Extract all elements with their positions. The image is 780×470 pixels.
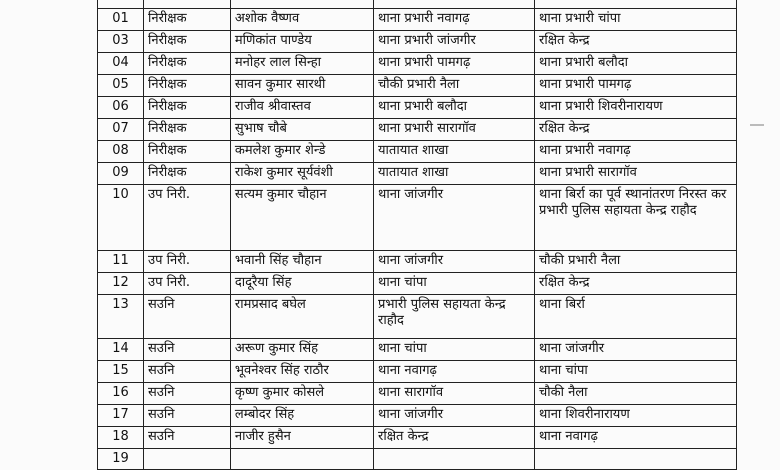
- new-posting-cell: थाना प्रभारी बलौदा: [535, 53, 737, 75]
- rank-cell: निरीक्षक: [144, 163, 231, 185]
- table-row: [98, 119, 737, 141]
- serial-number-cell: 10: [98, 185, 144, 251]
- transfer-table: [97, 0, 737, 470]
- table-row: [98, 405, 737, 427]
- rank-cell: उप निरी.: [144, 251, 231, 273]
- current-posting-cell: थाना प्रभारी जांजगीर: [374, 31, 535, 53]
- current-posting-cell: थाना प्रभारी सारागॉव: [374, 119, 535, 141]
- officer-name-cell: सावन कुमार सारथी: [230, 75, 373, 97]
- new-posting-cell: थाना बिर्रा: [535, 295, 737, 339]
- table-row: [98, 53, 737, 75]
- rank-cell: सउनि: [144, 405, 231, 427]
- new-posting-cell: थाना बिर्रा का पूर्व स्थानांतरण निरस्त कर प्रभारी पुलिस सहायता केन्द्र राहौद: [535, 185, 737, 251]
- officer-name-cell: राजीव श्रीवास्तव: [230, 97, 373, 119]
- table-row: [98, 141, 737, 163]
- serial-number-cell: 08: [98, 141, 144, 163]
- rank-cell: उप निरी.: [144, 273, 231, 295]
- serial-number-cell: 04: [98, 53, 144, 75]
- rank-cell: निरीक्षक: [144, 141, 231, 163]
- current-posting-cell: थाना प्रभारी नवागढ़: [374, 9, 535, 31]
- serial-number-cell: 14: [98, 339, 144, 361]
- table-row: [98, 0, 737, 9]
- current-posting-cell: थाना नवागढ़: [374, 361, 535, 383]
- serial-number-cell: 01: [98, 9, 144, 31]
- table-row: [98, 383, 737, 405]
- new-posting-cell: थाना प्रभारी नवागढ़: [535, 141, 737, 163]
- table-row: [98, 449, 737, 470]
- rank-cell: निरीक्षक: [144, 9, 231, 31]
- serial-number-cell: 06: [98, 97, 144, 119]
- serial-number-cell: 17: [98, 405, 144, 427]
- current-posting-cell: [374, 0, 535, 9]
- new-posting-cell: चौकी नैला: [535, 383, 737, 405]
- new-posting-cell: [535, 0, 737, 9]
- table-row: [98, 273, 737, 295]
- rank-cell: निरीक्षक: [144, 75, 231, 97]
- current-posting-cell: चौकी प्रभारी नैला: [374, 75, 535, 97]
- current-posting-cell: थाना जांजगीर: [374, 405, 535, 427]
- current-posting-cell: [374, 449, 535, 470]
- officer-name-cell: मणिकांत पाण्डेय: [230, 31, 373, 53]
- officer-name-cell: अरूण कुमार सिंह: [230, 339, 373, 361]
- rank-cell: निरीक्षक: [144, 53, 231, 75]
- serial-number-cell: 07: [98, 119, 144, 141]
- current-posting-cell: थाना जांजगीर: [374, 185, 535, 251]
- table-row: [98, 361, 737, 383]
- table-row: [98, 31, 737, 53]
- officer-name-cell: कमलेश कुमार शेन्डे: [230, 141, 373, 163]
- officer-name-cell: मनोहर लाल सिन्हा: [230, 53, 373, 75]
- serial-number-cell: 15: [98, 361, 144, 383]
- new-posting-cell: थाना शिवरीनारायण: [535, 405, 737, 427]
- current-posting-cell: थाना प्रभारी बलौदा: [374, 97, 535, 119]
- serial-number-cell: [98, 0, 144, 9]
- table-row: [98, 339, 737, 361]
- transfer-table-body: [98, 0, 737, 470]
- rank-cell: सउनि: [144, 339, 231, 361]
- new-posting-cell: रक्षित केन्द्र: [535, 31, 737, 53]
- new-posting-cell: थाना प्रभारी शिवरीनारायण: [535, 97, 737, 119]
- table-row: [98, 295, 737, 339]
- officer-name-cell: भूवनेश्वर सिंह राठौर: [230, 361, 373, 383]
- table-row: [98, 251, 737, 273]
- officer-name-cell: नाजीर हुसैन: [230, 427, 373, 449]
- officer-name-cell: सत्यम कुमार चौहान: [230, 185, 373, 251]
- officer-name-cell: अशोक वैष्णव: [230, 9, 373, 31]
- table-row: [98, 97, 737, 119]
- current-posting-cell: थाना प्रभारी पामगढ़: [374, 53, 535, 75]
- current-posting-cell: प्रभारी पुलिस सहायता केन्द्र राहौद: [374, 295, 535, 339]
- rank-cell: [144, 0, 231, 9]
- officer-name-cell: सुभाष चौबे: [230, 119, 373, 141]
- table-row: [98, 427, 737, 449]
- serial-number-cell: 13: [98, 295, 144, 339]
- margin-mark: [750, 124, 764, 126]
- serial-number-cell: 18: [98, 427, 144, 449]
- rank-cell: निरीक्षक: [144, 31, 231, 53]
- serial-number-cell: 05: [98, 75, 144, 97]
- officer-name-cell: [230, 0, 373, 9]
- serial-number-cell: 16: [98, 383, 144, 405]
- new-posting-cell: चौकी प्रभारी नैला: [535, 251, 737, 273]
- new-posting-cell: [535, 449, 737, 470]
- new-posting-cell: रक्षित केन्द्र: [535, 273, 737, 295]
- current-posting-cell: यातायात शाखा: [374, 141, 535, 163]
- officer-name-cell: [230, 449, 373, 470]
- serial-number-cell: 12: [98, 273, 144, 295]
- new-posting-cell: थाना चांपा: [535, 361, 737, 383]
- serial-number-cell: 19: [98, 449, 144, 470]
- rank-cell: उप निरी.: [144, 185, 231, 251]
- rank-cell: सउनि: [144, 361, 231, 383]
- rank-cell: निरीक्षक: [144, 97, 231, 119]
- current-posting-cell: थाना चांपा: [374, 339, 535, 361]
- officer-name-cell: राकेश कुमार सूर्यवंशी: [230, 163, 373, 185]
- table-row: [98, 75, 737, 97]
- rank-cell: सउनि: [144, 295, 231, 339]
- current-posting-cell: थाना सारागॉव: [374, 383, 535, 405]
- new-posting-cell: थाना नवागढ़: [535, 427, 737, 449]
- new-posting-cell: रक्षित केन्द्र: [535, 119, 737, 141]
- rank-cell: सउनि: [144, 383, 231, 405]
- new-posting-cell: थाना प्रभारी सारागॉव: [535, 163, 737, 185]
- officer-name-cell: रामप्रसाद बघेल: [230, 295, 373, 339]
- current-posting-cell: रक्षित केन्द्र: [374, 427, 535, 449]
- officer-name-cell: दादूरैया सिंह: [230, 273, 373, 295]
- rank-cell: सउनि: [144, 427, 231, 449]
- new-posting-cell: थाना प्रभारी पामगढ़: [535, 75, 737, 97]
- rank-cell: निरीक्षक: [144, 119, 231, 141]
- current-posting-cell: थाना जांजगीर: [374, 251, 535, 273]
- officer-name-cell: भवानी सिंह चौहान: [230, 251, 373, 273]
- new-posting-cell: थाना प्रभारी चांपा: [535, 9, 737, 31]
- officer-name-cell: लम्बोदर सिंह: [230, 405, 373, 427]
- table-row: [98, 185, 737, 251]
- new-posting-cell: थाना जांजगीर: [535, 339, 737, 361]
- rank-cell: [144, 449, 231, 470]
- current-posting-cell: यातायात शाखा: [374, 163, 535, 185]
- serial-number-cell: 03: [98, 31, 144, 53]
- serial-number-cell: 11: [98, 251, 144, 273]
- officer-name-cell: कृष्ण कुमार कोसले: [230, 383, 373, 405]
- serial-number-cell: 09: [98, 163, 144, 185]
- table-row: [98, 9, 737, 31]
- table-row: [98, 163, 737, 185]
- current-posting-cell: थाना चांपा: [374, 273, 535, 295]
